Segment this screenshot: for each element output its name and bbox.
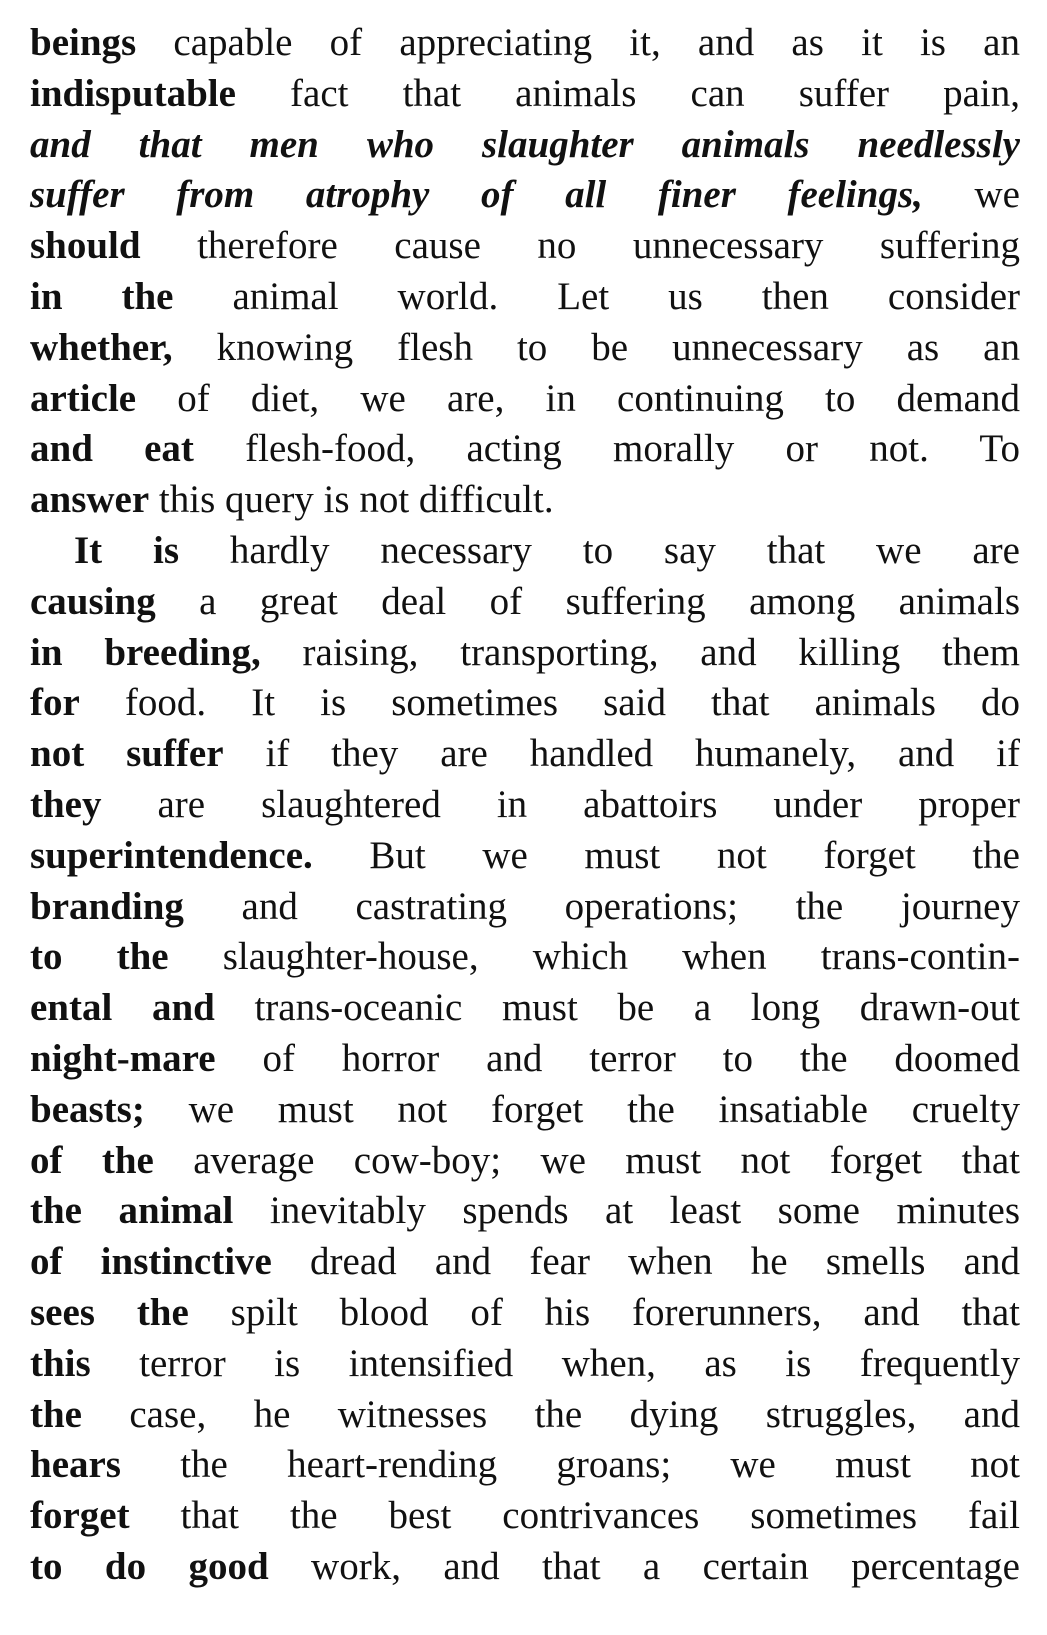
line-lead: article (30, 376, 137, 420)
line-lead: answer (30, 478, 150, 522)
text-line (30, 780, 1020, 831)
line-rest: flesh-food, acting morally or not. To (193, 427, 1020, 471)
line-rest: animal world. Let us then consider (173, 274, 1021, 318)
line-rest: the heart-rending groans; we must not (121, 1443, 1020, 1487)
line-italic: and that men who slaughter animals needlessly (30, 122, 1020, 166)
line-rest: that the best contrivances sometimes fail (129, 1494, 1020, 1538)
line-lead: for (30, 681, 80, 725)
line-rest: hardly necessary to say that we are (179, 528, 1020, 572)
text-line (30, 1491, 1020, 1542)
line-rest: knowing flesh to be unnecessary as an (172, 325, 1020, 369)
line-lead: forget (30, 1494, 130, 1538)
text-line (30, 221, 1020, 272)
line-lead: branding (30, 884, 184, 928)
line-rest: But we must not forget the (312, 833, 1020, 877)
text-line (30, 983, 1020, 1034)
text-line (30, 323, 1020, 374)
line-rest: case, he witnesses the dying struggles, and (82, 1392, 1020, 1436)
line-lead: of instinctive (30, 1240, 272, 1284)
line-lead: the (30, 1392, 82, 1436)
text-line (30, 628, 1020, 679)
line-lead: should (30, 224, 141, 268)
text-line (30, 1034, 1020, 1085)
line-rest: fact that animals can suffer pain, (235, 71, 1020, 115)
line-lead: causing (30, 579, 156, 623)
line-lead: the animal (30, 1189, 234, 1233)
line-rest: of diet, we are, in continuing to demand (136, 376, 1020, 420)
line-lead: in breeding, (30, 630, 261, 674)
book-page (30, 18, 1020, 1593)
text-line (30, 1542, 1020, 1593)
text-line (30, 729, 1020, 780)
line-lead: to do good (30, 1544, 269, 1588)
line-rest: dread and fear when he smells and (271, 1240, 1020, 1284)
line-rest: slaughter-house, which when trans-contin- (168, 935, 1020, 979)
line-lead: indisputable (30, 71, 236, 115)
text-line (30, 475, 1020, 526)
text-line (30, 831, 1020, 882)
line-rest: a great deal of suffering among animals (155, 579, 1020, 623)
line-rest: are slaughtered in abattoirs under proper (101, 782, 1020, 826)
text-line (30, 1186, 1020, 1237)
paragraph-1 (30, 18, 1020, 526)
line-rest: capable of appreciating it, and as it is an (136, 21, 1020, 64)
line-lead: whether, (30, 325, 173, 369)
line-lead: of the (30, 1138, 154, 1182)
text-line (30, 170, 1020, 221)
text-line (30, 374, 1020, 425)
text-line (30, 18, 1020, 69)
line-lead: night-mare (30, 1036, 216, 1080)
line-lead: this (30, 1341, 91, 1385)
text-line (30, 526, 1020, 577)
line-lead: ental and (30, 986, 215, 1030)
line-rest: we must not forget the insatiable cruelty (144, 1087, 1020, 1131)
line-rest: if they are handled humanely, and if (223, 732, 1020, 776)
text-line (30, 1440, 1020, 1491)
text-line (30, 1288, 1020, 1339)
line-lead: not suffer (30, 732, 224, 776)
text-line (30, 932, 1020, 983)
text-line (30, 120, 1020, 171)
line-italic: suffer from atrophy of all finer feelings, (30, 173, 923, 217)
text-line (30, 577, 1020, 628)
line-rest: raising, transporting, and killing them (260, 630, 1021, 674)
line-lead: hears (30, 1443, 121, 1487)
line-rest: average cow-boy; we must not forget that (153, 1138, 1020, 1182)
text-line (30, 69, 1020, 120)
line-rest: work, and that a certain percentage (268, 1544, 1020, 1588)
line-lead: they (30, 782, 102, 826)
line-lead: It is (74, 528, 180, 572)
line-rest: inevitably spends at least some minutes (233, 1189, 1020, 1233)
text-line (30, 1390, 1020, 1441)
text-line (30, 1136, 1020, 1187)
line-lead: and eat (30, 427, 194, 471)
line-lead: superintendence. (30, 833, 313, 877)
text-line (30, 882, 1020, 933)
line-rest: of horror and terror to the doomed (215, 1036, 1020, 1080)
line-rest: this query is not difficult. (149, 478, 554, 522)
line-lead: sees the (30, 1290, 189, 1334)
line-lead: beasts; (30, 1087, 145, 1131)
line-rest: food. It is sometimes said that animals do (79, 681, 1020, 725)
text-line (30, 1339, 1020, 1390)
line-rest: therefore cause no unnecessary suffering (140, 224, 1020, 268)
text-line (30, 1085, 1020, 1136)
line-rest: we (922, 173, 1020, 217)
text-line (30, 1237, 1020, 1288)
line-lead: beings (30, 21, 137, 64)
line-rest: trans-oceanic must be a long drawn-out (214, 986, 1020, 1030)
line-lead: in the (30, 274, 174, 318)
text-line (30, 272, 1020, 323)
line-lead: to the (30, 935, 169, 979)
line-rest: spilt blood of his forerunners, and that (188, 1290, 1020, 1334)
paragraph-2 (30, 526, 1020, 1593)
line-rest: and castrating operations; the journey (183, 884, 1020, 928)
line-rest: terror is intensified when, as is frequently (90, 1341, 1020, 1385)
text-line (30, 678, 1020, 729)
text-line (30, 424, 1020, 475)
